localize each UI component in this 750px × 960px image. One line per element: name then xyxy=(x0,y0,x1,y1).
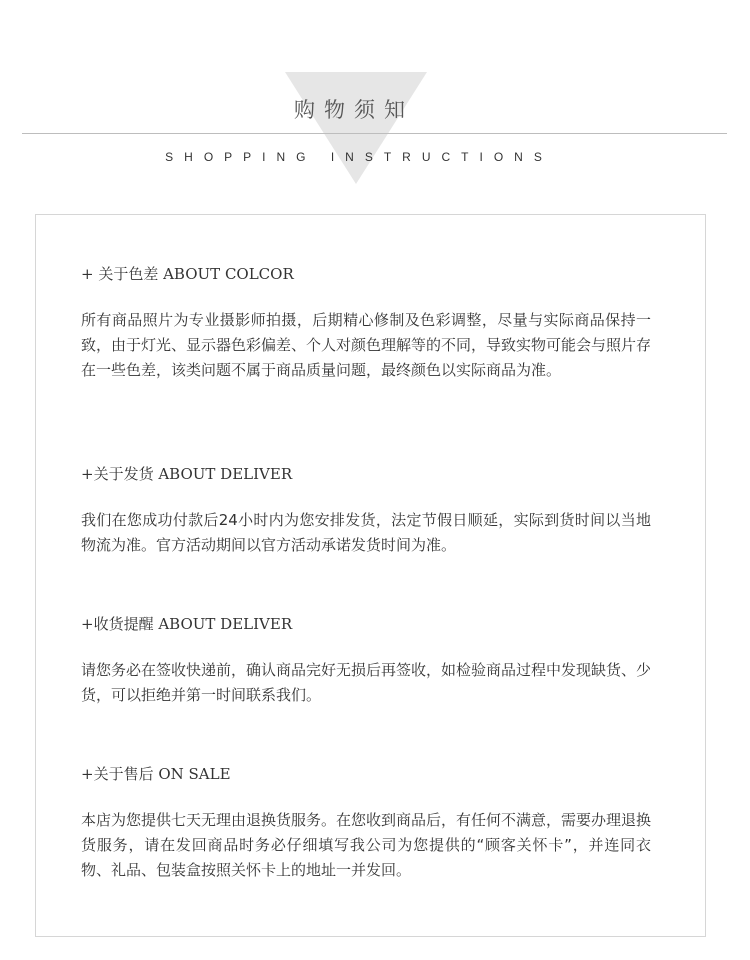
section-delivery xyxy=(81,464,651,558)
section-body: 我们在您成功付款后24小时内为您安排发货，法定节假日顺延，实际到货时间以当地物流为准。官方活动期间以官方活动承诺发货时间为准。 xyxy=(81,511,651,554)
section-receipt-reminder xyxy=(81,614,651,708)
section-heading: + 关于色差 ABOUT COLCOR xyxy=(81,265,294,283)
triangle-decoration xyxy=(285,72,427,184)
page-header xyxy=(0,0,750,200)
section-color-difference xyxy=(81,264,651,383)
section-after-sale xyxy=(81,764,651,883)
section-heading: +关于发货 ABOUT DELIVER xyxy=(81,465,293,483)
section-heading: +收货提醒 ABOUT DELIVER xyxy=(81,615,293,633)
page-subtitle: SHOPPING INSTRUCTIONS xyxy=(165,150,553,164)
section-heading: +关于售后 ON SALE xyxy=(81,765,231,783)
header-divider xyxy=(22,133,727,134)
section-body: 请您务必在签收快递前，确认商品完好无损后再签收，如检验商品过程中发现缺货、少货，可以拒绝并第一时间联系我们。 xyxy=(81,661,652,704)
section-body: 本店为您提供七天无理由退换货服务。在您收到商品后，有任何不满意，需要办理退换货服务，请在发回商品时务必仔细填写我公司为您提供的“顾客关怀卡”，并连同衣物、礼品、包装盒按照关怀卡上的地址一并发回。 xyxy=(81,811,652,879)
page-title: 购物须知 xyxy=(294,98,414,122)
section-body: 所有商品照片为专业摄影师拍摄，后期精心修制及色彩调整，尽量与实际商品保持一致，由于灯光、显示器色彩偏差、个人对颜色理解等的不同，导致实物可能会与照片存在一些色差，该类问题不属于商品质量问题，最终颜色以实际商品为准。 xyxy=(81,311,652,379)
